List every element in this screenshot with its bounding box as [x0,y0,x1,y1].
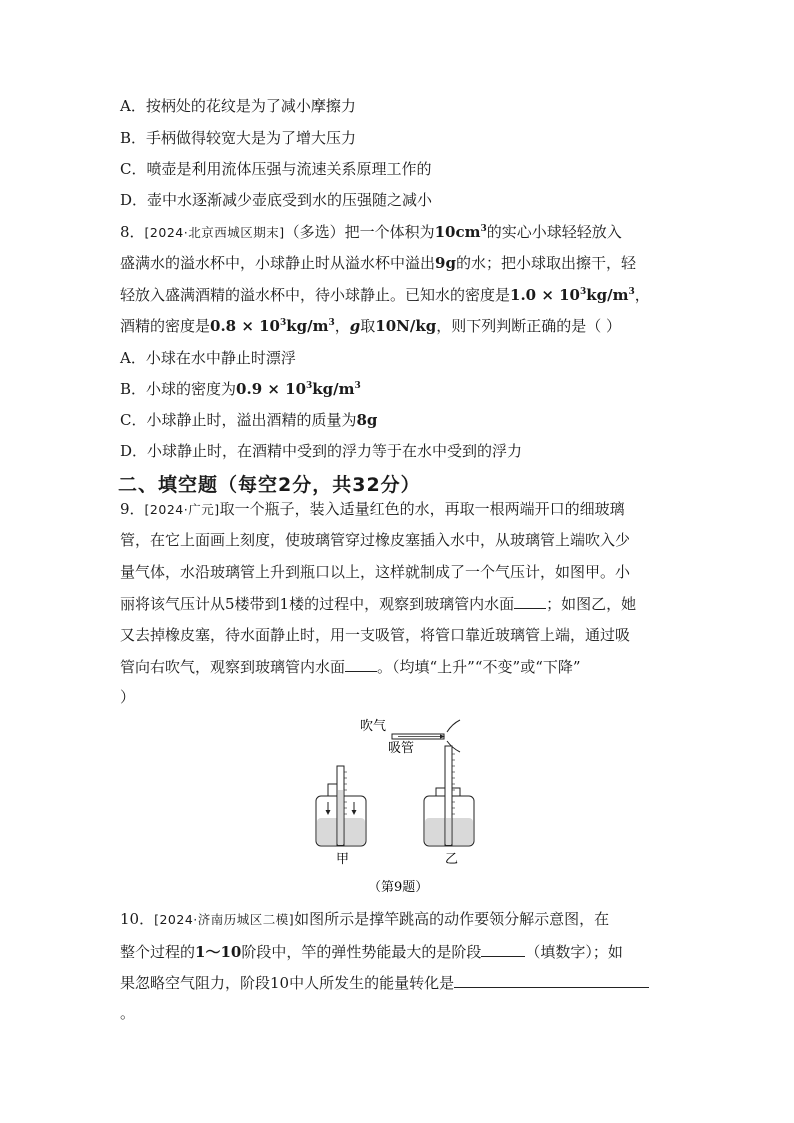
q9-line-1: 9．[2024·广元]取一个瓶子，装入适量红色的水，再取一根两端开口的细玻璃 [120,500,625,518]
q10-blank-1[interactable] [481,940,525,957]
q10-line-2: 整个过程的1～10阶段中，竿的弹性势能最大的是阶段 （填数字）；如 [120,940,623,963]
q9-blank-2[interactable] [345,655,377,672]
q10-blank-2[interactable] [454,971,649,988]
q8-line-1: 8．[2024·北京西城区期末]（多选）把一个体积为$10cm^3$的实心小球轻轻放入 [120,223,622,241]
figure-caption: （第9题） [368,880,429,895]
q9-line-6: 管向右吹气，观察到玻璃管内水面 。（均填“上升”“不变”或“下降” [120,655,581,678]
q7-option-d: D．壶中水逐渐减少壶底受到水的压强随之减小 [120,191,433,209]
q9-line-4: 丽将该气压计从5楼带到1楼的过程中，观察到玻璃管内水面 ；如图乙，她 [120,592,636,615]
q10-line-1: 10．[2024·济南历城区二模]如图所示是撑竿跳高的动作要领分解示意图，在 [120,910,610,928]
q9-source: [2024·广元] [144,502,220,517]
q8-line-2: 盛满水的溢水杯中，小球静止时从溢水杯中溢出9g的水；把小球取出擦干，轻 [120,254,636,272]
q8-option-b: B．小球的密度为$0.9 \times 10^3kg/m^3$ [120,380,361,398]
q9-number: 9． [120,500,145,518]
q10-number: 10． [120,910,155,928]
q9-line-5: 又去掉橡皮塞，待水面静止时，用一支吸管，将管口靠近玻璃管上端，通过吸 [120,626,631,644]
q8-volume: $10cm^3$ [434,223,487,241]
q8-alcohol-density: $0.8 \times 10^3kg/m^3$ [210,317,335,335]
straw-label: 吸管 [388,741,415,756]
q9-blank-1[interactable] [514,592,546,609]
q8-mass: 9g [435,254,456,272]
q7-option-a: A．按柄处的花纹是为了减小摩擦力 [120,97,356,115]
q10-line-4: 。 [120,1004,136,1022]
blow-label: 吹气 [360,719,387,734]
q8-g-symbol: g [349,317,361,335]
q9-line-3: 量气体，水沿玻璃管上升到瓶口以上，这样就制成了一个气压计，如图甲。小 [120,563,631,581]
q8-source: [2024·北京西城区期末] [144,225,285,240]
q8-number: 8． [120,223,145,241]
barometer-jar-yi [424,746,474,846]
q8-water-density: $1.0 \times 10^3kg/m^3$ [510,286,635,304]
q9-line-2: 管，在它上面画上刻度，使玻璃管穿过橡皮塞插入水中，从玻璃管上端吹入少 [120,531,631,549]
q8-option-c: C．小球静止时，溢出酒精的质量为8g [120,411,378,429]
q7-option-c: C．喷壶是利用流体压强与流速关系原理工作的 [120,160,432,178]
q9-line-7: ） [120,688,136,706]
section-heading: 二、填空题（每空2分，共32分） [118,474,421,496]
q7-option-b: B．手柄做得较宽大是为了增大压力 [120,129,357,147]
q8-line-4: 酒精的密度是$0.8 \times 10^3kg/m^3$，g取10N/kg，则下列判断正确的是（ ） [120,317,622,335]
q8-option-d: D．小球静止时，在酒精中受到的浮力等于在水中受到的浮力 [120,442,523,460]
q8-g-value: 10N/kg [375,317,437,335]
barometer-jar-jia [316,766,366,846]
q8-line-3: 轻放入盛满酒精的溢水杯中，待小球静止。已知水的密度是$1.0 \times 10^3kg/m^3$， [120,286,650,304]
label-jia: 甲 [336,852,350,867]
label-yi: 乙 [445,852,459,867]
q10-source: [2024·济南历城区二模] [154,912,295,927]
q8-option-a: A．小球在水中静止时漂浮 [120,349,296,367]
q9-figure [300,708,500,903]
barometer-diagram [300,708,500,903]
q10-line-3: 果忽略空气阻力，阶段10中人所发生的能量转化是 [120,971,649,994]
